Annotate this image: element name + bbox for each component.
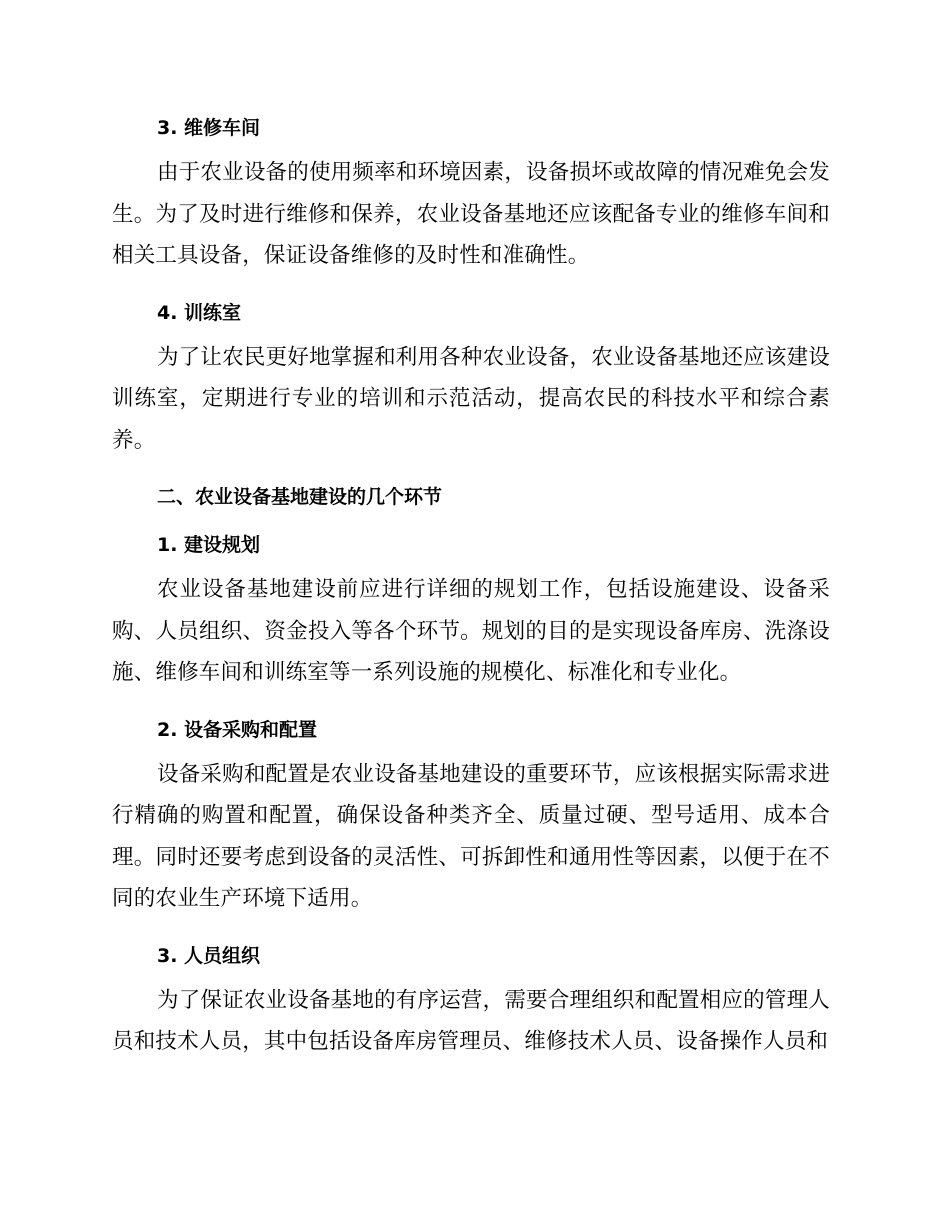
paragraph-training-room: 为了让农民更好地掌握和利用各种农业设备，农业设备基地还应该建设训练室，定期进行专业的培训和示范活动，提高农民的科技水平和综合素养。 [112, 344, 830, 453]
section-heading-training-room: 4. 训练室 [157, 301, 242, 324]
paragraph-staffing: 为了保证农业设备基地的有序运营，需要合理组织和配置相应的管理人员和技术人员，其中包括设备库房管理员、维修技术人员、设备操作人员和 [112, 987, 830, 1054]
document-page [112, 104, 830, 1075]
section-heading-procurement: 2. 设备采购和配置 [157, 718, 318, 741]
section-heading-repair-workshop: 3. 维修车间 [157, 117, 261, 139]
section-heading-staffing: 3. 人员组织 [157, 944, 261, 967]
chapter-heading-construction-stages: 二、农业设备基地建设的几个环节 [157, 486, 443, 508]
paragraph-construction-planning: 农业设备基地建设前应进行详细的规划工作，包括设施建设、设备采购、人员组织、资金投入等各个环节。规划的目的是实现设备库房、洗涤设施、维修车间和训练室等一系列设施的规模化、标准化和专业化。 [112, 577, 830, 685]
section-heading-construction-planning: 1. 建设规划 [157, 534, 261, 556]
paragraph-repair-workshop: 由于农业设备的使用频率和环境因素，设备损坏或故障的情况难免会发生。为了及时进行维修和保养，农业设备基地还应该配备专业的维修车间和相关工具设备，保证设备维修的及时性和准确性。 [112, 160, 830, 268]
paragraph-procurement: 设备采购和配置是农业设备基地建设的重要环节，应该根据实际需求进行精确的购置和配置，确保设备种类齐全、质量过硬、型号适用、成本合理。同时还要考虑到设备的灵活性、可拆卸性和通用性等因素，以便于在不同的农业生产环境下适用。 [112, 761, 830, 911]
